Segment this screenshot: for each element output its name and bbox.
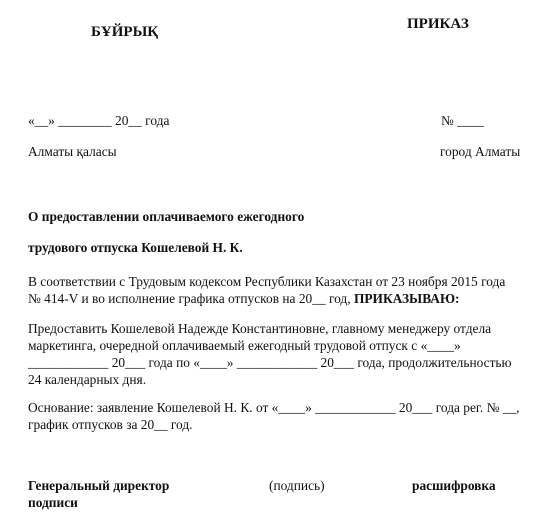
order-title-ru: ПРИКАЗ [407,16,469,32]
order-paragraph [28,320,512,388]
subject-line-1: О предоставлении оплачиваемого ежегодного [28,209,305,224]
order-title-kz: БҰЙРЫҚ [91,24,159,40]
signature-decode-label: расшифровка [412,478,496,493]
place-ru: город Алматы [440,144,521,159]
subject-line-2: трудового отпуска Кошелевой Н. К. [28,240,243,255]
signature-label: (подпись) [269,478,325,493]
preamble-line-1: В соответствии с Трудовым кодексом Республики Казахстан от 23 ноября 2015 года [28,274,506,289]
signature-decode-label-line-2: подписи [28,495,78,510]
order-line-3: ____________ 20___ года по «____» ____________ 20___ года, продолжительностью [28,355,512,370]
place-kz: Алматы қаласы [28,144,117,159]
order-line-2: маркетинга, очередной оплачиваемый ежегодный трудовой отпуск с «____» [28,338,461,353]
preamble-line-2 [28,290,505,307]
basis-line-2: график отпусков за 20__ год. [28,417,193,432]
preamble-paragraph [28,273,505,307]
order-number: № ____ [441,113,484,128]
order-keyword: ПРИКАЗЫВАЮ: [353,291,460,306]
order-line-4: 24 календарных дня. [28,372,147,387]
signatory-position: Генеральный директор [28,478,170,493]
date-line: «__» ________ 20__ года [28,113,170,128]
preamble-line-2-text: № 414-V и во исполнение графика отпусков на 20__ год, [28,291,354,306]
order-line-1: Предоставить Кошелевой Надежде Константиновне, главному менеджеру отдела [28,321,492,336]
basis-line-1: Основание: заявление Кошелевой Н. К. от «____» ____________ 20___ года рег. № __, [28,400,520,415]
basis-paragraph [28,399,519,433]
